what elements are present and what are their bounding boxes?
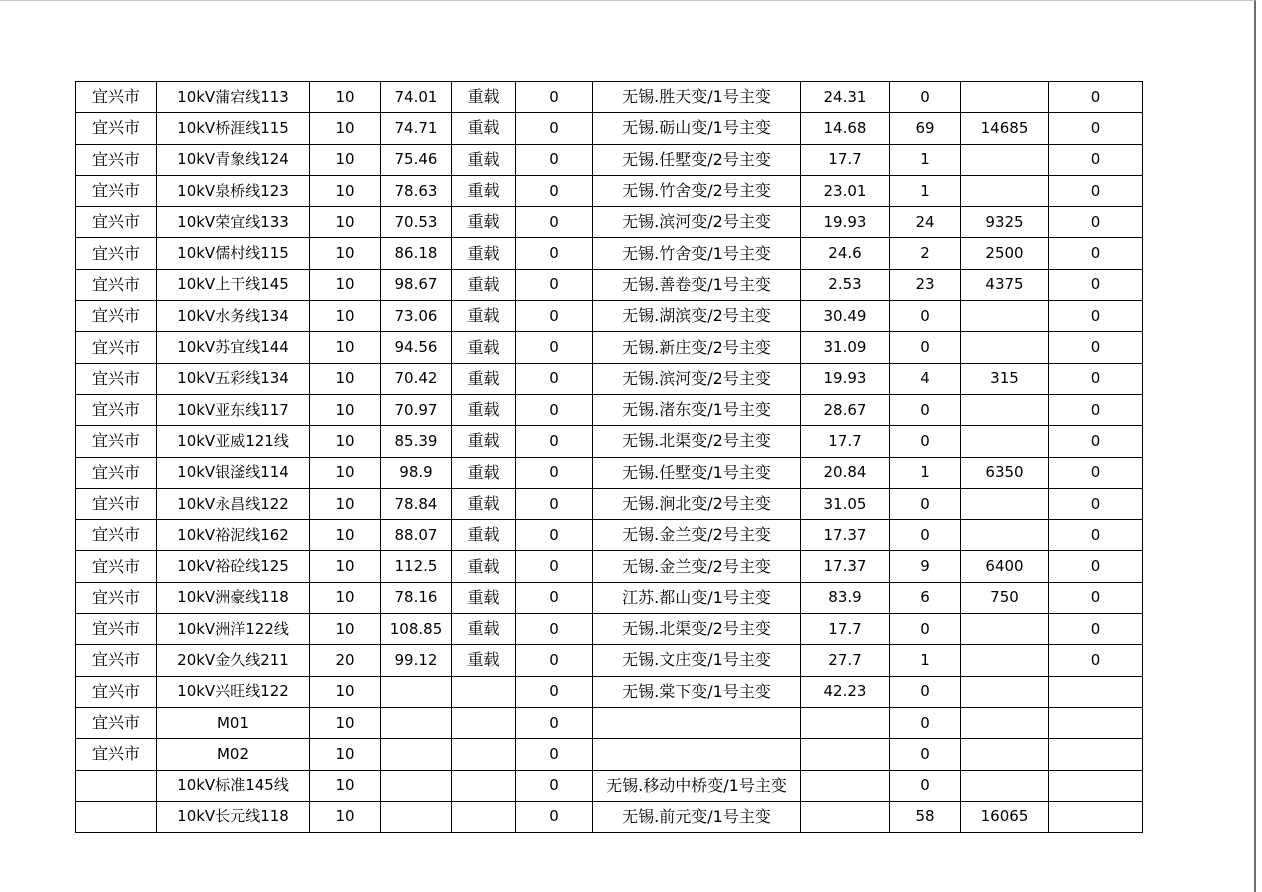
cell-line-name: 10kV儒村线115 <box>157 238 310 269</box>
cell-count-a: 0 <box>516 551 593 582</box>
cell-city: 宜兴市 <box>76 488 157 519</box>
cell-count-c: 0 <box>1049 113 1143 144</box>
cell-count-b: 1 <box>890 175 961 206</box>
cell-load-rate: 94.56 <box>381 332 452 363</box>
cell-city: 宜兴市 <box>76 676 157 707</box>
cell-count-b: 0 <box>890 520 961 551</box>
cell-capacity <box>961 488 1049 519</box>
cell-status: 重载 <box>452 332 516 363</box>
cell-substation: 无锡.任墅变/1号主变 <box>593 457 801 488</box>
cell-count-a: 0 <box>516 301 593 332</box>
cell-line-name: 10kV亚威121线 <box>157 426 310 457</box>
cell-line-name: 10kV荣宜线133 <box>157 207 310 238</box>
cell-count-a: 0 <box>516 488 593 519</box>
cell-status <box>452 801 516 832</box>
cell-voltage: 10 <box>310 175 381 206</box>
cell-capacity: 6400 <box>961 551 1049 582</box>
cell-capacity: 315 <box>961 363 1049 394</box>
table-row <box>76 113 1143 144</box>
cell-count-c: 0 <box>1049 582 1143 613</box>
table-row <box>76 238 1143 269</box>
table-row <box>76 582 1143 613</box>
cell-line-name: 10kV蒲宕线113 <box>157 82 310 113</box>
cell-line-name: 10kV标准145线 <box>157 770 310 801</box>
cell-voltage: 10 <box>310 488 381 519</box>
cell-substation-load: 17.37 <box>801 520 890 551</box>
cell-count-b: 0 <box>890 332 961 363</box>
cell-voltage: 10 <box>310 582 381 613</box>
cell-count-b: 23 <box>890 269 961 300</box>
cell-line-name: 10kV洲豪线118 <box>157 582 310 613</box>
cell-voltage: 10 <box>310 301 381 332</box>
cell-count-c: 0 <box>1049 457 1143 488</box>
cell-count-a: 0 <box>516 175 593 206</box>
table-row <box>76 707 1143 738</box>
cell-line-name: 20kV金久线211 <box>157 645 310 676</box>
cell-line-name: 10kV裕砼线125 <box>157 551 310 582</box>
cell-count-c: 0 <box>1049 488 1143 519</box>
cell-count-c: 0 <box>1049 82 1143 113</box>
cell-count-b: 6 <box>890 582 961 613</box>
table-row <box>76 520 1143 551</box>
cell-substation: 无锡.涧北变/2号主变 <box>593 488 801 519</box>
table-row <box>76 645 1143 676</box>
cell-count-b: 9 <box>890 551 961 582</box>
cell-capacity: 14685 <box>961 113 1049 144</box>
cell-line-name: 10kV长元线118 <box>157 801 310 832</box>
table-row <box>76 332 1143 363</box>
cell-load-rate: 78.84 <box>381 488 452 519</box>
cell-count-c: 0 <box>1049 175 1143 206</box>
cell-line-name: 10kV洲洋122线 <box>157 614 310 645</box>
cell-status: 重载 <box>452 488 516 519</box>
cell-line-name: 10kV裕泥线162 <box>157 520 310 551</box>
cell-city: 宜兴市 <box>76 363 157 394</box>
cell-city: 宜兴市 <box>76 582 157 613</box>
cell-line-name: 10kV泉桥线123 <box>157 175 310 206</box>
cell-substation: 无锡.滨河变/2号主变 <box>593 363 801 394</box>
cell-substation-load: 14.68 <box>801 113 890 144</box>
cell-count-a: 0 <box>516 332 593 363</box>
cell-count-b: 0 <box>890 426 961 457</box>
cell-load-rate: 73.06 <box>381 301 452 332</box>
cell-city: 宜兴市 <box>76 207 157 238</box>
cell-substation-load: 17.37 <box>801 551 890 582</box>
cell-substation: 江苏.都山变/1号主变 <box>593 582 801 613</box>
cell-status: 重载 <box>452 113 516 144</box>
cell-count-a: 0 <box>516 269 593 300</box>
cell-count-c: 0 <box>1049 520 1143 551</box>
table-row <box>76 676 1143 707</box>
cell-substation: 无锡.竹舍变/2号主变 <box>593 175 801 206</box>
cell-load-rate: 70.42 <box>381 363 452 394</box>
cell-voltage: 10 <box>310 770 381 801</box>
cell-capacity <box>961 426 1049 457</box>
cell-status <box>452 770 516 801</box>
cell-count-a: 0 <box>516 457 593 488</box>
cell-line-name: 10kV兴旺线122 <box>157 676 310 707</box>
cell-count-c: 0 <box>1049 363 1143 394</box>
cell-substation <box>593 707 801 738</box>
cell-voltage: 10 <box>310 614 381 645</box>
cell-substation: 无锡.砺山变/1号主变 <box>593 113 801 144</box>
cell-count-a: 0 <box>516 614 593 645</box>
cell-count-a: 0 <box>516 645 593 676</box>
cell-status: 重载 <box>452 394 516 425</box>
cell-count-a: 0 <box>516 363 593 394</box>
cell-count-b: 1 <box>890 457 961 488</box>
cell-count-b: 0 <box>890 488 961 519</box>
cell-substation: 无锡.棠下变/1号主变 <box>593 676 801 707</box>
cell-city: 宜兴市 <box>76 457 157 488</box>
cell-load-rate: 70.97 <box>381 394 452 425</box>
cell-status: 重载 <box>452 175 516 206</box>
cell-substation-load: 24.31 <box>801 82 890 113</box>
cell-capacity <box>961 394 1049 425</box>
cell-capacity: 9325 <box>961 207 1049 238</box>
cell-count-c: 0 <box>1049 614 1143 645</box>
cell-substation: 无锡.胜天变/1号主变 <box>593 82 801 113</box>
cell-capacity <box>961 739 1049 770</box>
cell-count-b: 0 <box>890 739 961 770</box>
cell-substation: 无锡.新庄变/2号主变 <box>593 332 801 363</box>
cell-status: 重载 <box>452 551 516 582</box>
cell-status: 重载 <box>452 144 516 175</box>
cell-substation: 无锡.湖滨变/2号主变 <box>593 301 801 332</box>
table-row <box>76 82 1143 113</box>
table-row <box>76 207 1143 238</box>
cell-city <box>76 801 157 832</box>
cell-line-name: 10kV水务线134 <box>157 301 310 332</box>
cell-count-b: 2 <box>890 238 961 269</box>
cell-substation: 无锡.滨河变/2号主变 <box>593 207 801 238</box>
cell-voltage: 10 <box>310 520 381 551</box>
table-row <box>76 269 1143 300</box>
cell-status <box>452 739 516 770</box>
cell-substation-load: 2.53 <box>801 269 890 300</box>
cell-count-a: 0 <box>516 739 593 770</box>
table-body <box>76 82 1143 833</box>
cell-count-c: 0 <box>1049 269 1143 300</box>
cell-line-name: M02 <box>157 739 310 770</box>
cell-voltage: 10 <box>310 707 381 738</box>
cell-city: 宜兴市 <box>76 238 157 269</box>
cell-substation-load: 30.49 <box>801 301 890 332</box>
cell-capacity <box>961 144 1049 175</box>
cell-status: 重载 <box>452 363 516 394</box>
cell-voltage: 10 <box>310 144 381 175</box>
cell-count-c: 0 <box>1049 207 1143 238</box>
cell-count-c <box>1049 801 1143 832</box>
cell-load-rate: 98.67 <box>381 269 452 300</box>
cell-count-c: 0 <box>1049 551 1143 582</box>
cell-line-name: 10kV永昌线122 <box>157 488 310 519</box>
cell-substation: 无锡.移动中桥变/1号主变 <box>593 770 801 801</box>
table-row <box>76 801 1143 832</box>
cell-voltage: 10 <box>310 363 381 394</box>
cell-count-a: 0 <box>516 770 593 801</box>
table-row <box>76 426 1143 457</box>
cell-status: 重载 <box>452 426 516 457</box>
cell-count-b: 0 <box>890 614 961 645</box>
cell-substation: 无锡.金兰变/2号主变 <box>593 551 801 582</box>
cell-line-name: 10kV上干线145 <box>157 269 310 300</box>
cell-substation-load: 28.67 <box>801 394 890 425</box>
cell-voltage: 10 <box>310 332 381 363</box>
cell-voltage: 10 <box>310 238 381 269</box>
cell-load-rate: 88.07 <box>381 520 452 551</box>
cell-substation <box>593 739 801 770</box>
cell-substation-load <box>801 770 890 801</box>
cell-capacity <box>961 676 1049 707</box>
cell-capacity <box>961 301 1049 332</box>
cell-count-b: 1 <box>890 144 961 175</box>
cell-count-a: 0 <box>516 707 593 738</box>
cell-city: 宜兴市 <box>76 269 157 300</box>
cell-status: 重载 <box>452 238 516 269</box>
cell-voltage: 10 <box>310 551 381 582</box>
cell-capacity <box>961 614 1049 645</box>
table-row <box>76 457 1143 488</box>
cell-substation-load: 23.01 <box>801 175 890 206</box>
cell-line-name: 10kV苏宜线144 <box>157 332 310 363</box>
cell-status: 重载 <box>452 269 516 300</box>
table-row <box>76 144 1143 175</box>
cell-load-rate <box>381 707 452 738</box>
cell-capacity: 16065 <box>961 801 1049 832</box>
cell-count-b: 0 <box>890 707 961 738</box>
cell-substation-load: 83.9 <box>801 582 890 613</box>
cell-count-a: 0 <box>516 801 593 832</box>
cell-city: 宜兴市 <box>76 394 157 425</box>
cell-count-b: 0 <box>890 301 961 332</box>
cell-load-rate <box>381 770 452 801</box>
cell-city: 宜兴市 <box>76 82 157 113</box>
cell-city: 宜兴市 <box>76 551 157 582</box>
cell-substation: 无锡.善卷变/1号主变 <box>593 269 801 300</box>
cell-city: 宜兴市 <box>76 707 157 738</box>
cell-count-b: 0 <box>890 770 961 801</box>
cell-substation: 无锡.北渠变/2号主变 <box>593 614 801 645</box>
cell-count-c: 0 <box>1049 645 1143 676</box>
cell-city: 宜兴市 <box>76 520 157 551</box>
cell-substation: 无锡.文庄变/1号主变 <box>593 645 801 676</box>
cell-count-a: 0 <box>516 113 593 144</box>
cell-capacity <box>961 82 1049 113</box>
cell-load-rate <box>381 801 452 832</box>
cell-count-c: 0 <box>1049 144 1143 175</box>
cell-city <box>76 770 157 801</box>
table-row <box>76 488 1143 519</box>
table-row <box>76 551 1143 582</box>
cell-line-name: M01 <box>157 707 310 738</box>
cell-substation: 无锡.渚东变/1号主变 <box>593 394 801 425</box>
cell-count-a: 0 <box>516 676 593 707</box>
cell-substation-load: 42.23 <box>801 676 890 707</box>
cell-count-a: 0 <box>516 394 593 425</box>
cell-status <box>452 676 516 707</box>
cell-substation: 无锡.前元变/1号主变 <box>593 801 801 832</box>
cell-substation-load: 17.7 <box>801 144 890 175</box>
cell-voltage: 10 <box>310 269 381 300</box>
cell-count-a: 0 <box>516 520 593 551</box>
cell-load-rate: 108.85 <box>381 614 452 645</box>
cell-count-c <box>1049 739 1143 770</box>
cell-count-b: 0 <box>890 394 961 425</box>
data-table <box>75 81 1143 833</box>
cell-voltage: 10 <box>310 457 381 488</box>
cell-city: 宜兴市 <box>76 645 157 676</box>
cell-capacity: 4375 <box>961 269 1049 300</box>
cell-count-b: 0 <box>890 82 961 113</box>
cell-status: 重载 <box>452 520 516 551</box>
cell-status: 重载 <box>452 645 516 676</box>
cell-city: 宜兴市 <box>76 614 157 645</box>
cell-city: 宜兴市 <box>76 426 157 457</box>
cell-substation: 无锡.北渠变/2号主变 <box>593 426 801 457</box>
cell-substation-load: 31.05 <box>801 488 890 519</box>
cell-line-name: 10kV青象线124 <box>157 144 310 175</box>
cell-voltage: 10 <box>310 394 381 425</box>
cell-count-c: 0 <box>1049 394 1143 425</box>
cell-city: 宜兴市 <box>76 113 157 144</box>
cell-count-a: 0 <box>516 207 593 238</box>
cell-load-rate: 78.16 <box>381 582 452 613</box>
cell-load-rate <box>381 739 452 770</box>
cell-substation: 无锡.任墅变/2号主变 <box>593 144 801 175</box>
cell-count-b: 69 <box>890 113 961 144</box>
cell-substation-load: 27.7 <box>801 645 890 676</box>
cell-count-a: 0 <box>516 582 593 613</box>
cell-count-a: 0 <box>516 426 593 457</box>
cell-status: 重载 <box>452 457 516 488</box>
cell-count-c: 0 <box>1049 238 1143 269</box>
cell-capacity <box>961 520 1049 551</box>
cell-voltage: 10 <box>310 739 381 770</box>
cell-voltage: 10 <box>310 207 381 238</box>
cell-load-rate: 112.5 <box>381 551 452 582</box>
cell-count-b: 24 <box>890 207 961 238</box>
cell-voltage: 10 <box>310 113 381 144</box>
cell-load-rate: 74.01 <box>381 82 452 113</box>
cell-count-b: 58 <box>890 801 961 832</box>
cell-load-rate: 99.12 <box>381 645 452 676</box>
cell-count-a: 0 <box>516 82 593 113</box>
cell-load-rate <box>381 676 452 707</box>
cell-load-rate: 75.46 <box>381 144 452 175</box>
cell-line-name: 10kV五彩线134 <box>157 363 310 394</box>
cell-substation-load: 24.6 <box>801 238 890 269</box>
cell-status: 重载 <box>452 301 516 332</box>
table-row <box>76 770 1143 801</box>
cell-count-b: 1 <box>890 645 961 676</box>
table-row <box>76 739 1143 770</box>
cell-substation-load: 19.93 <box>801 363 890 394</box>
cell-load-rate: 70.53 <box>381 207 452 238</box>
cell-status: 重载 <box>452 582 516 613</box>
cell-substation-load: 20.84 <box>801 457 890 488</box>
cell-load-rate: 74.71 <box>381 113 452 144</box>
cell-substation-load <box>801 801 890 832</box>
cell-voltage: 20 <box>310 645 381 676</box>
cell-count-c <box>1049 676 1143 707</box>
cell-load-rate: 98.9 <box>381 457 452 488</box>
cell-count-c: 0 <box>1049 332 1143 363</box>
cell-count-b: 0 <box>890 676 961 707</box>
cell-capacity <box>961 175 1049 206</box>
cell-line-name: 10kV桥涯线115 <box>157 113 310 144</box>
cell-capacity <box>961 770 1049 801</box>
table-row <box>76 394 1143 425</box>
cell-substation-load: 17.7 <box>801 426 890 457</box>
cell-substation: 无锡.竹舍变/1号主变 <box>593 238 801 269</box>
cell-count-a: 0 <box>516 238 593 269</box>
cell-count-c <box>1049 707 1143 738</box>
cell-voltage: 10 <box>310 82 381 113</box>
table-row <box>76 614 1143 645</box>
table-row <box>76 363 1143 394</box>
cell-substation: 无锡.金兰变/2号主变 <box>593 520 801 551</box>
cell-status <box>452 707 516 738</box>
cell-city: 宜兴市 <box>76 301 157 332</box>
cell-load-rate: 86.18 <box>381 238 452 269</box>
cell-status: 重载 <box>452 614 516 645</box>
cell-status: 重载 <box>452 207 516 238</box>
cell-voltage: 10 <box>310 801 381 832</box>
cell-substation-load <box>801 739 890 770</box>
cell-capacity <box>961 645 1049 676</box>
cell-city: 宜兴市 <box>76 739 157 770</box>
cell-count-b: 4 <box>890 363 961 394</box>
cell-city: 宜兴市 <box>76 144 157 175</box>
cell-voltage: 10 <box>310 426 381 457</box>
cell-substation-load: 31.09 <box>801 332 890 363</box>
cell-line-name: 10kV亚东线117 <box>157 394 310 425</box>
cell-city: 宜兴市 <box>76 175 157 206</box>
cell-substation-load <box>801 707 890 738</box>
cell-load-rate: 85.39 <box>381 426 452 457</box>
cell-capacity: 750 <box>961 582 1049 613</box>
cell-voltage: 10 <box>310 676 381 707</box>
cell-capacity: 2500 <box>961 238 1049 269</box>
cell-capacity <box>961 707 1049 738</box>
cell-city: 宜兴市 <box>76 332 157 363</box>
cell-count-c <box>1049 770 1143 801</box>
cell-count-c: 0 <box>1049 426 1143 457</box>
cell-line-name: 10kV银滏线114 <box>157 457 310 488</box>
cell-count-c: 0 <box>1049 301 1143 332</box>
cell-substation-load: 19.93 <box>801 207 890 238</box>
cell-count-a: 0 <box>516 144 593 175</box>
cell-status: 重载 <box>452 82 516 113</box>
table-row <box>76 175 1143 206</box>
cell-load-rate: 78.63 <box>381 175 452 206</box>
cell-capacity: 6350 <box>961 457 1049 488</box>
cell-substation-load: 17.7 <box>801 614 890 645</box>
cell-capacity <box>961 332 1049 363</box>
table-row <box>76 301 1143 332</box>
